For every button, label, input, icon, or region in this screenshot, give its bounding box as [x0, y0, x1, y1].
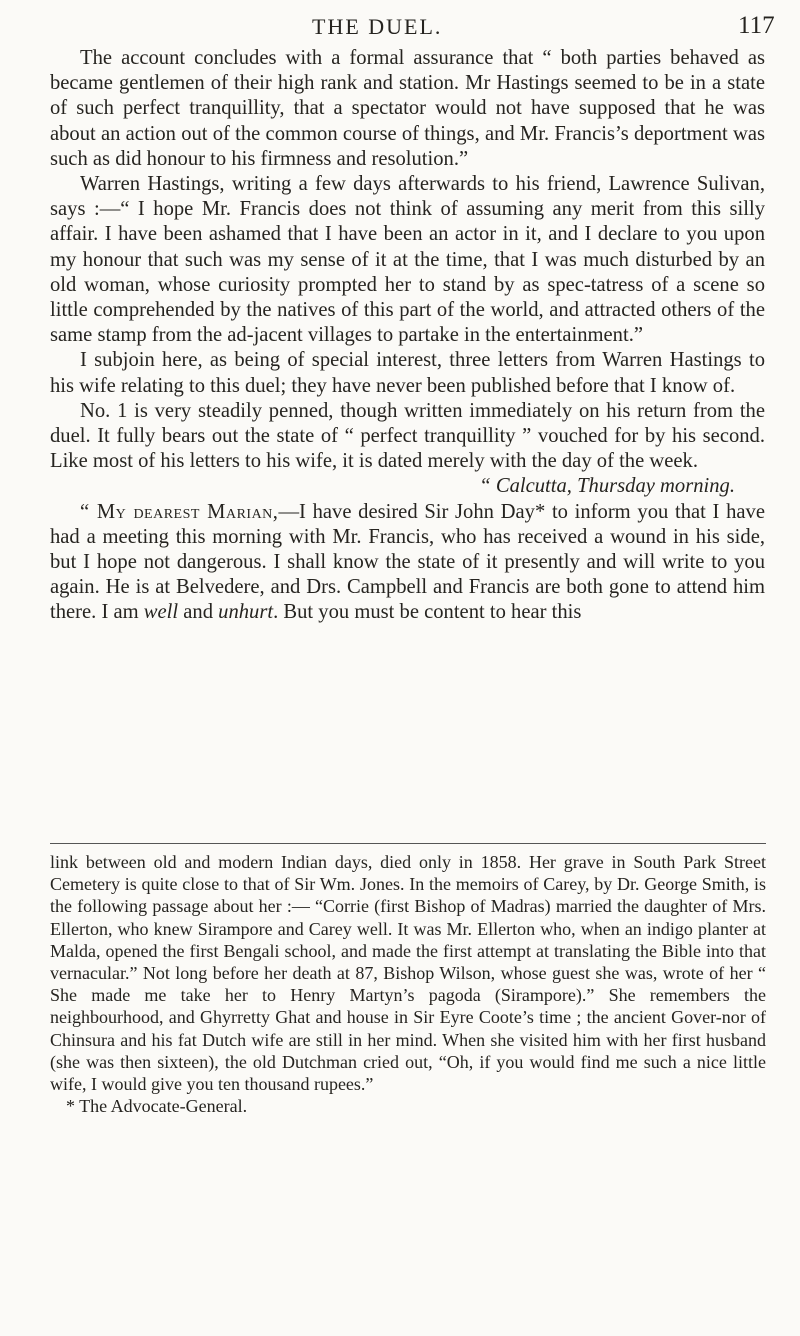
letter-body	[50, 500, 765, 626]
letter-emphasis-well: well	[143, 601, 179, 624]
paragraph-account-conclusion: The account concludes with a formal assurance that “ both parties behaved as became gentlemen of their high rank and station. Mr Hastings seemed to be in a state of such perfect tranquillity, that a spectator would not have supposed that he was about an action out of the common course of things, and Mr. Francis’s deportment was such as did honour to his firmness and resolution.”	[50, 47, 765, 170]
letter-text: —I have desired Sir John Day* to inform you that I have had a meeting this morning with Mr. Francis, who has received a wound in his side, but I hope not dangerous. I shall know the state of it presently and will write to you again. He is at Belvedere, and Drs. Campbell and Francis are both gone to attend him there. I am	[50, 500, 765, 624]
paragraph-letter-no-1-intro: No. 1 is very steadily penned, though written immediately on his return from the duel. It fully bears out the state of “ perfect tranquillity ” vouched for by his second. Like most of his letters to his wife, it is dated merely with the day of the week.	[50, 399, 765, 473]
letter-emphasis-unhurt: unhurt	[218, 601, 274, 624]
footnote-divider	[50, 843, 766, 844]
main-text	[50, 46, 765, 626]
footnote-advocate-general: * The Advocate-General.	[66, 1096, 248, 1117]
letter-salutation: “ My dearest Marian,	[80, 500, 279, 523]
letter-and: and	[178, 601, 219, 624]
paragraph-subjoin-letters: I subjoin here, as being of special interest, three letters from Warren Hastings to his wife relating to this duel; they have never been published before that I know of.	[50, 349, 765, 397]
page-header	[0, 10, 800, 42]
page-number: 117	[738, 12, 775, 39]
running-title: THE DUEL.	[312, 14, 443, 39]
footnote-continuation: link between old and modern Indian days, died only in 1858. Her grave in South Park Street Cemetery is quite close to that of Sir Wm. Jones. In the memoirs of Carey, by Dr. George Smith, is the following passage about her :— “Corrie (first Bishop of Madras) married the daughter of Mrs. Ellerton, who knew Sirampore and Carey well. It was Mr. Ellerton who, when an indigo planter at Malda, opened the first Bengali school, and made the first attempt at translating the Bible into that vernacular.” Not long before her death at 87, Bishop Wilson, whose guest she was, wrote of her “ She made me take her to Henry Martyn’s pagoda (Sirampore).” She remembers the neighbourhood, and Ghyrretty Ghat and house in Sir Eyre Coote’s time ; the ancient Gover-nor of Chinsura and his fat Dutch wife are still in her mind. When she visited him with her first husband (she was then sixteen), the old Dutchman cried out, “Oh, if you would find me such a nice little wife, I would give you ten thousand rupees.”	[50, 852, 766, 1095]
letter-dateline: “ Calcutta, Thursday morning.	[479, 475, 735, 498]
paragraph-hastings-letter-to-sulivan: Warren Hastings, writing a few days afterwards to his friend, Lawrence Sulivan, says :—“ I hope Mr. Francis does not think of assuming any merit from this silly affair. I have been ashamed that I have been an actor in it, and I declare to you upon my honour that such was my sense of it at the time, that I was much disturbed by an old woman, whose curiosity prompted her to stand by as spec-tatress of a scene so little comprehended by the natives of this part of the world, and attracted others of the same stamp from the ad-jacent villages to partake in the entertainment.”	[50, 173, 765, 347]
footnotes	[50, 851, 766, 1117]
letter-text-end: . But you must be content to hear this	[273, 601, 582, 624]
